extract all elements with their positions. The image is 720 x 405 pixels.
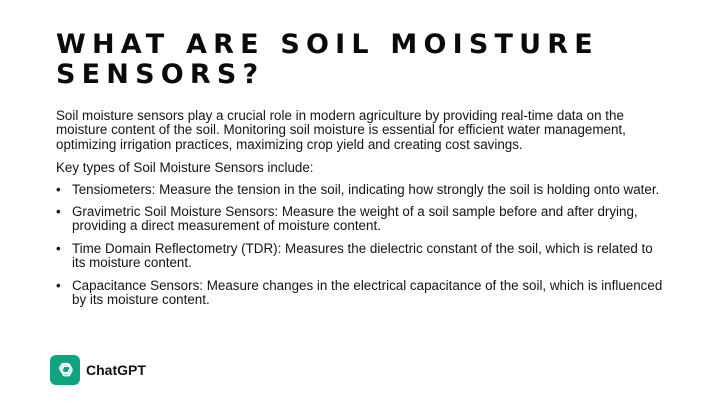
slide-title: WHAT ARE SOIL MOISTURE SENSORS?	[56, 29, 599, 90]
list-item-text: Gravimetric Soil Moisture Sensors: Measure the weight of a soil sample before and after drying, providing a direct measurement of moisture content.	[72, 204, 638, 234]
bullet-icon: •	[56, 181, 61, 197]
key-types-heading: Key types of Soil Moisture Sensors include:	[56, 160, 314, 176]
list-item	[56, 205, 668, 234]
chatgpt-logo	[50, 355, 146, 385]
intro-paragraph: Soil moisture sensors play a crucial role in modern agriculture by providing real-time data on the moisture content of the soil. Monitoring soil moisture is essential for efficient water management, optimizing irrigation practices, maximizing crop yield and creating cost savings.	[56, 108, 626, 152]
sensor-type-list	[56, 183, 668, 308]
list-item	[56, 279, 668, 308]
slide-body	[56, 109, 668, 315]
list-item-text: Capacitance Sensors: Measure changes in the electrical capacitance of the soil, which is influenced by its moisture content.	[72, 277, 663, 308]
bullet-icon: •	[56, 240, 61, 256]
list-item	[56, 242, 668, 271]
bullet-icon: •	[56, 204, 61, 220]
list-item-text: Time Domain Reflectometry (TDR): Measures the dielectric constant of the soil, which is related to its moisture content.	[72, 240, 653, 271]
list-item-text: Tensiometers: Measure the tension in the soil, indicating how strongly the soil is holding onto water.	[72, 181, 660, 197]
list-item	[56, 183, 668, 197]
bullet-icon: •	[56, 277, 61, 293]
logo-name: ChatGPT	[86, 362, 146, 378]
openai-logo-icon	[50, 355, 80, 385]
